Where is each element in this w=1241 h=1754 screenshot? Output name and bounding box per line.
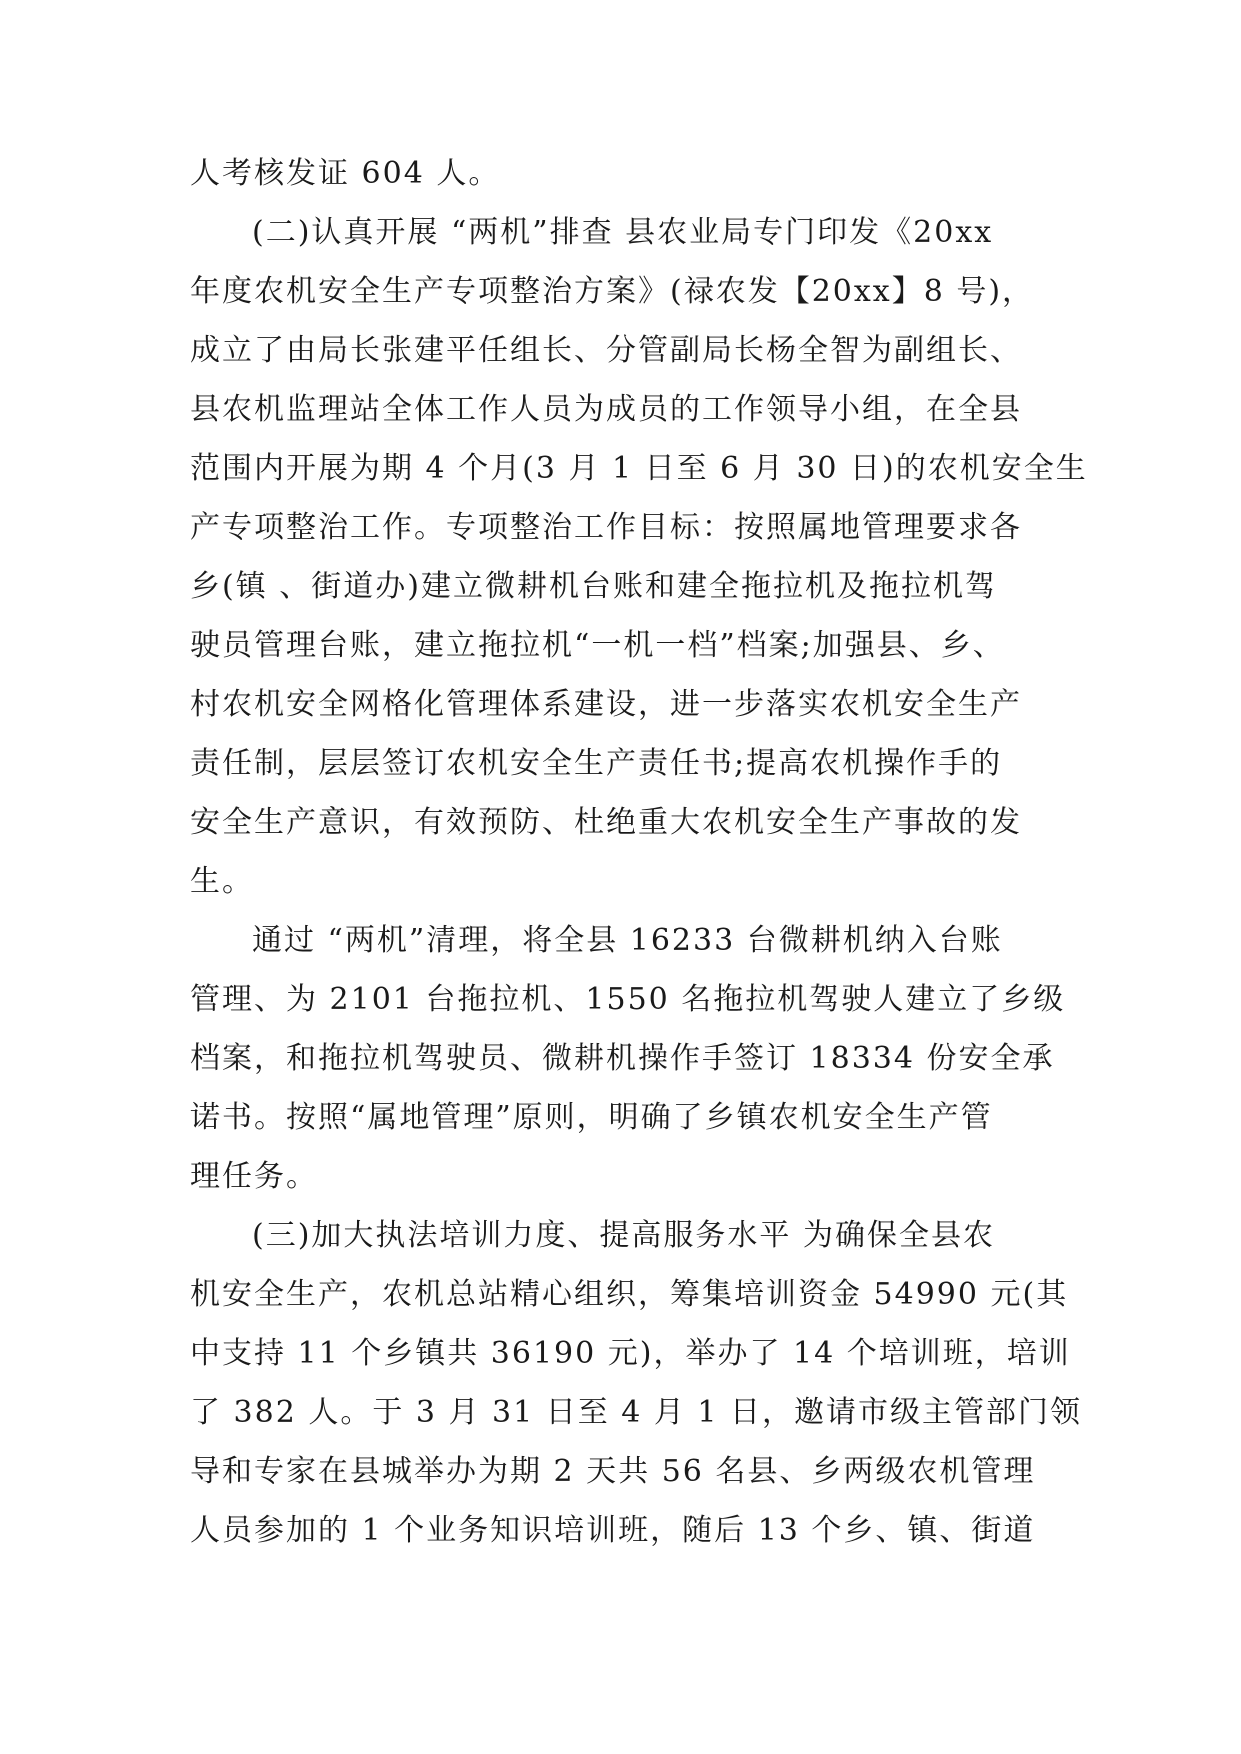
text-line: 人员参加的 1 个业务知识培训班，随后 13 个乡、镇、街道	[190, 1513, 1036, 1548]
text-line: 县农机监理站全体工作人员为成员的工作领导小组，在全县	[190, 392, 1022, 427]
text-line: 机安全生产，农机总站精心组织，筹集培训资金 54990 元(其	[190, 1277, 1069, 1312]
text-line: 驶员管理台账，建立拖拉机“一机一档”档案;加强县、乡、	[190, 628, 1005, 663]
text-line: 中支持 11 个乡镇共 36190 元)，举办了 14 个培训班，培训	[190, 1336, 1071, 1371]
text-line: 导和专家在县城举办为期 2 天共 56 名县、乡两级农机管理	[190, 1454, 1036, 1489]
text-line: 范围内开展为期 4 个月(3 月 1 日至 6 月 30 日)的农机安全生	[190, 451, 1088, 486]
text-line: 了 382 人。于 3 月 31 日至 4 月 1 日，邀请市级主管部门领	[190, 1395, 1083, 1430]
text-line: 成立了由局长张建平任组长、分管副局长杨全智为副组长、	[190, 333, 1022, 368]
text-line: 人考核发证 604 人。	[190, 156, 501, 191]
text-line: (三)加大执法培训力度、提高服务水平 为确保全县农	[252, 1218, 995, 1253]
text-line: 管理、为 2101 台拖拉机、1550 名拖拉机驾驶人建立了乡级	[190, 982, 1066, 1017]
text-line: 生。	[190, 864, 254, 899]
text-line: 产专项整治工作。专项整治工作目标：按照属地管理要求各	[190, 510, 1022, 545]
text-line: 档案，和拖拉机驾驶员、微耕机操作手签订 18334 份安全承	[190, 1041, 1055, 1076]
text-line: 责任制，层层签订农机安全生产责任书;提高农机操作手的	[190, 746, 1003, 781]
text-line: 年度农机安全生产专项整治方案》(禄农发【20xx】8 号)，	[190, 274, 1035, 309]
text-line: (二)认真开展 “两机”排查 县农业局专门印发《20xx	[252, 215, 994, 250]
text-line: 安全生产意识，有效预防、杜绝重大农机安全生产事故的发	[190, 805, 1022, 840]
text-line: 理任务。	[190, 1159, 318, 1194]
text-line: 乡(镇 、街道办)建立微耕机台账和建全拖拉机及拖拉机驾	[190, 569, 997, 604]
text-line: 通过 “两机”清理，将全县 16233 台微耕机纳入台账	[252, 923, 1003, 958]
text-line: 村农机安全网格化管理体系建设，进一步落实农机安全生产	[190, 687, 1022, 722]
text-line: 诺书。按照“属地管理”原则，明确了乡镇农机安全生产管	[190, 1100, 993, 1135]
